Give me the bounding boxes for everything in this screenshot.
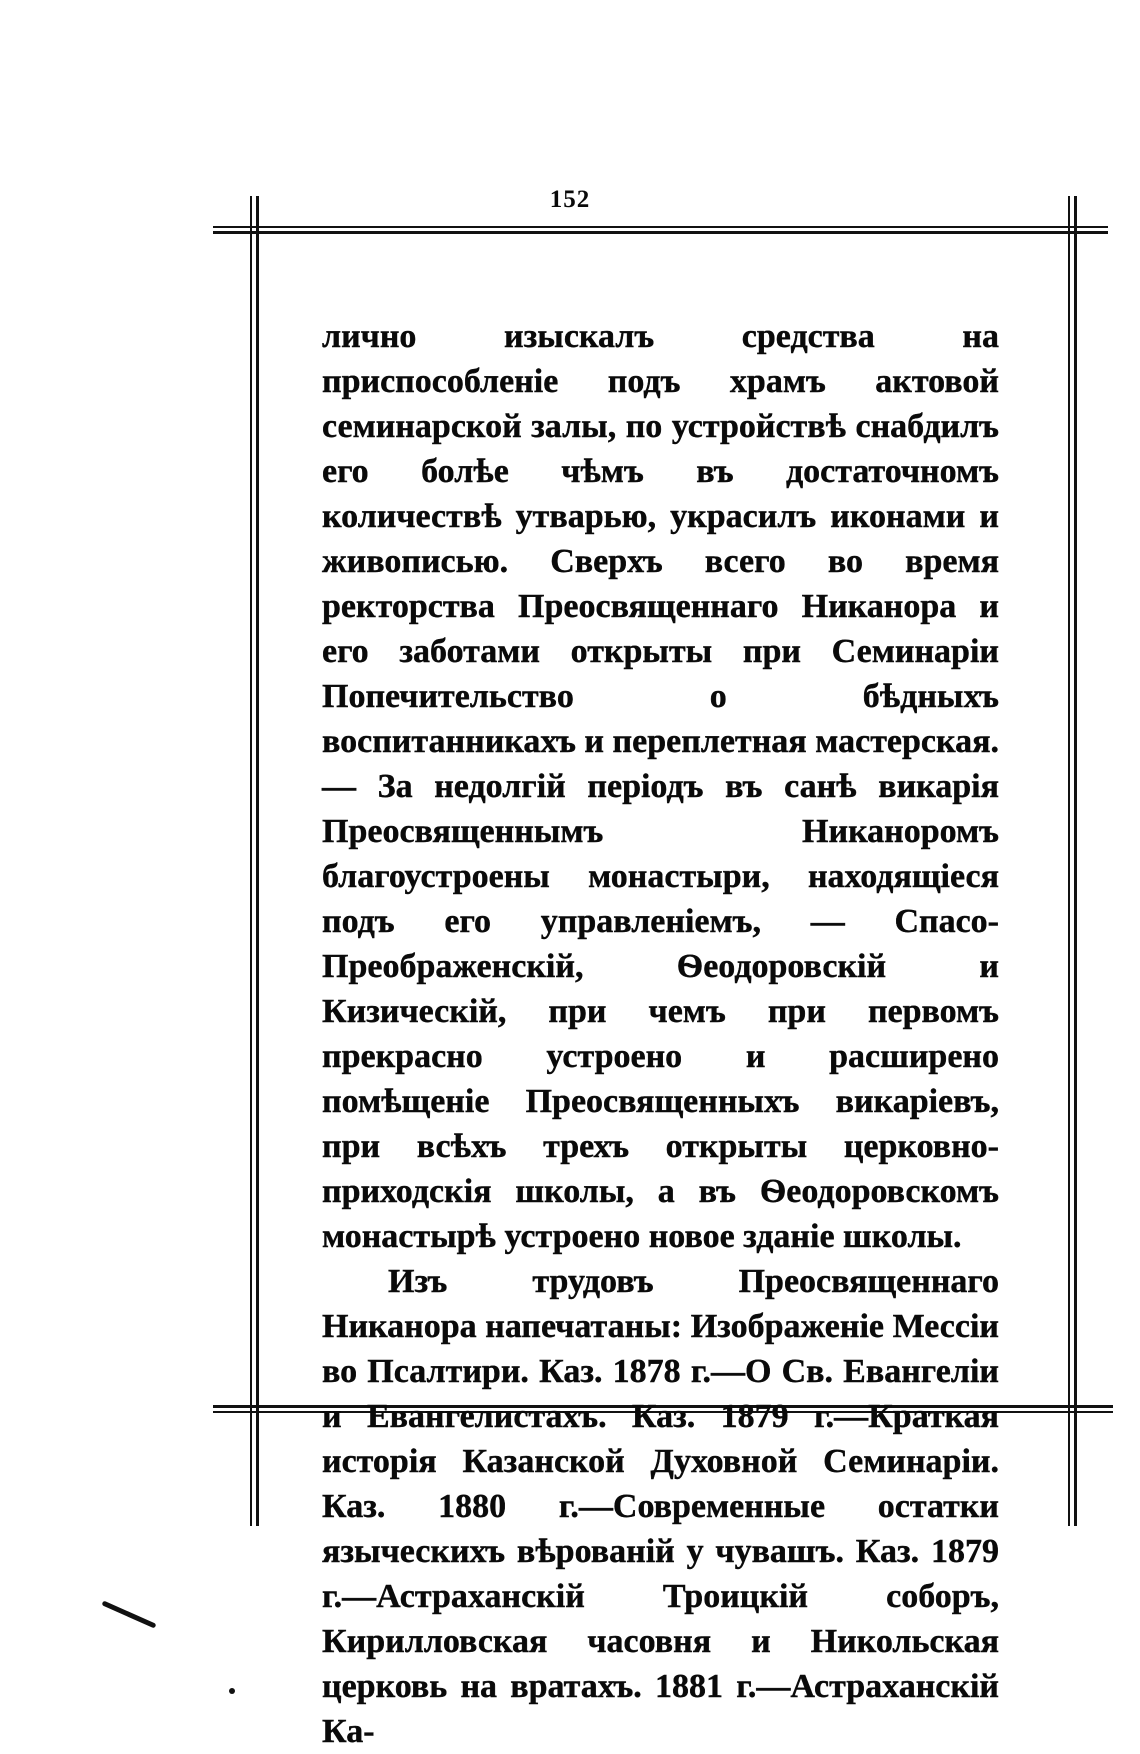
page-number: 152 (549, 186, 591, 213)
scan-dot (229, 1688, 235, 1694)
top-rule-upper (213, 226, 1108, 228)
right-rule-inner (1068, 196, 1070, 1526)
right-rule-outer (1074, 196, 1077, 1526)
left-rule-outer (250, 196, 252, 1526)
paragraph-continuation: лично изыскалъ средства на приспособленіе подъ храмъ актовой семинарской залы, по устройствѣ снабдилъ его болѣе чѣмъ въ достаточномъ количествѣ утварью, украсилъ иконами и живописью. Сверхъ всего во время ректорства Преосвященнаго Никанора и его заботами открыты при Семинаріи Попечительство о бѣдныхъ воспитанникахъ и переплетная мастерская.— За недолгій періодъ въ санѣ викарія Преосвященнымъ Никаноромъ благоустроены монастыри, находящіеся подъ его управленіемъ, — Спасо-Преображенскій, Ѳеодоровскій и Кизическій, при чемъ при первомъ прекрасно устроено и расширено помѣщеніе Преосвященныхъ викаріевъ, при всѣхъ трехъ открыты церковно-приходскія школы, а въ Ѳеодоровскомъ монастырѣ устроено новое зданіе школы. (322, 318, 999, 1255)
body-text (322, 314, 999, 1754)
top-rule-lower (213, 231, 1108, 234)
paragraph-works: Изъ трудовъ Преосвященнаго Никанора напечатаны: Изображеніе Мессіи во Псалтири. Каз. 1878 г.—О Св. Евангеліи и Евангелистахъ. Каз. 1879 г.—Краткая исторія Казанской Духовной Семинаріи. Каз. 1880 г.—Современные остатки языческихъ вѣрованій у чувашъ. Каз. 1879 г.—Астраханскій Троицкій соборъ, Кирилловская часовня и Никольская церковь на вратахъ. 1881 г.—Астраханскій Ка- (322, 1263, 999, 1750)
scan-mark (101, 1600, 156, 1628)
left-rule-inner (256, 196, 259, 1526)
